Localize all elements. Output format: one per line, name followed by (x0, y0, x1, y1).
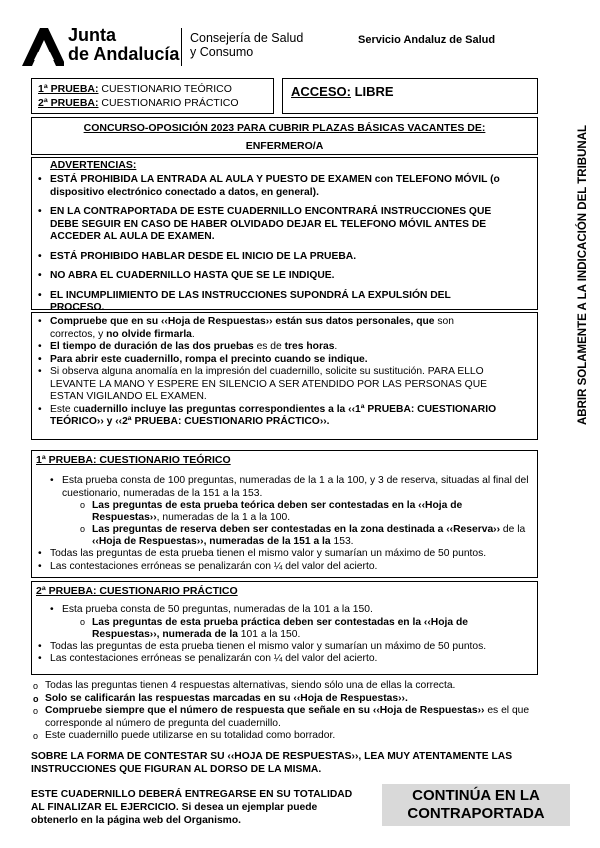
warnings-heading: ADVERTENCIAS: (50, 159, 137, 171)
service-name: Servicio Andaluz de Salud (358, 34, 496, 46)
instructions-box (31, 312, 538, 440)
open-instruction-side-text: ABRIR SOLAMENTE A LA INDICACIÓN DEL TRIBUNAL (577, 124, 589, 426)
part2-subitem: o Las preguntas de esta prueba práctica deben ser contestadas en la ‹‹Hoja de Respuestas››, numerada de la 101 a la 150. (48, 617, 532, 641)
exam-parts-box (31, 78, 274, 114)
return-note: ESTE CUADERNILLO DEBERÁ ENTREGARSE EN SU TOTALIDAD AL FINALIZAR EL EJERCICIO. Si desea un ejemplar puede obtenerlo en la página web del Organismo. (31, 789, 353, 826)
general-notes (31, 680, 531, 743)
access-box (282, 78, 538, 114)
part1-item: • Esta prueba consta de 100 preguntas, numeradas de la 1 a la 100, y 3 de reserva, situadas al final del cuestionario, numeradas de la 151 a la 153. (48, 475, 532, 500)
part1-item: • Todas las preguntas de esta prueba tienen el mismo valor y sumarían un máximo de 50 puntos. (36, 548, 532, 561)
part2-heading: 2ª PRUEBA: CUESTIONARIO PRÁCTICO (36, 585, 238, 597)
warning-item: • ESTÁ PROHIBIDA LA ENTRADA AL AULA Y PUESTO DE EXAMEN con TELEFONO MÓVIL (o dispositivo electrónico conectado a datos, en general). (36, 174, 506, 199)
competition-title: CONCURSO-OPOSICIÓN 2023 PARA CUBRIR PLAZAS BÁSICAS VACANTES DE: (83, 122, 486, 134)
answer-sheet-note: SOBRE LA FORMA DE CONTESTAR SU ‹‹HOJA DE RESPUESTAS››, LEA MUY ATENTAMENTE LAS INSTRUCCIONES QUE FIGURAN AL DORSO DE LA MISMA. (31, 751, 513, 775)
general-item: o Compruebe siempre que el número de respuesta que señale en su ‹‹Hoja de Respuestas›› es el que corresponde al número de pregunta del cuadernillo. (31, 705, 531, 730)
dept-line-1: Consejería de Salud (190, 31, 304, 45)
warning-item: • ESTÁ PROHIBIDO HABLAR DESDE EL INICIO DE LA PRUEBA. (36, 251, 506, 264)
warning-item: • EL INCUMPLIIMIENTO DE LAS INSTRUCCIONES SUPONDRÁ LA EXPULSIÓN DEL PROCESO. (36, 290, 506, 315)
part2-item: • Todas las preguntas de esta prueba tienen el mismo valor y sumarían un máximo de 50 puntos. (36, 641, 532, 654)
competition-title-box (31, 117, 538, 155)
instruction-item: • Si observa alguna anomalía en la impresión del cuadernillo, solicite su sustitución. PARA ELLO LEVANTE LA MANO Y ESPERE EN SILENCIO A SER ATENDIDO POR LAS PERSONAS QUE ESTAN VIGILANDO EL EXAMEN. (36, 366, 502, 404)
exam-part-1: 1ª PRUEBA: CUESTIONARIO TEÓRICO (38, 83, 232, 95)
logo-line-2: de Andalucía (68, 44, 180, 64)
part2-list (48, 604, 532, 666)
warning-item: • NO ABRA EL CUADERNILLO HASTA QUE SE LE INDIQUE. (36, 270, 506, 283)
part1-subitem: o Las preguntas de esta prueba teórica deben ser contestadas en la ‹‹Hoja de Respuestas››, numeradas de la 1 a la 100. (48, 500, 532, 524)
warnings-box (31, 157, 538, 313)
access-type: ACCESO: LIBRE (291, 84, 394, 99)
instruction-item: • Para abrir este cuadernillo, rompa el precinto cuando se indique. (36, 354, 502, 367)
continue-line-2: CONTRAPORTADA (407, 805, 545, 822)
part1-subitem: o Las preguntas de reserva deben ser contestadas en la zona destinada a ‹‹Reserva›› de la ‹‹Hoja de Respuestas››, numeradas de la 151 a la 153. (48, 524, 532, 548)
continue-box (382, 784, 570, 826)
part1-item: • Las contestaciones erróneas se penalizarán con ¼ del valor del acierto. (36, 561, 532, 574)
instruction-item: • Este cuadernillo incluye las preguntas correspondientes a la ‹‹1ª PRUEBA: CUESTIONARIO TEÓRICO›› y ‹‹2ª PRUEBA: CUESTIONARIO PRÁCTICO››. (36, 404, 502, 429)
part1-heading: 1ª PRUEBA: CUESTIONARIO TEÓRICO (36, 454, 231, 466)
logo-line-1: Junta (68, 25, 117, 45)
general-item: o Solo se calificarán las respuestas marcadas en su ‹‹Hoja de Respuestas››. (31, 693, 531, 706)
part2-box (31, 581, 538, 675)
instruction-item: • Compruebe que en su ‹‹Hoja de Respuestas›› están sus datos personales, que son correctos, y no olvide firmarla. (36, 316, 502, 341)
part2-item: • Esta prueba consta de 50 preguntas, numeradas de la 101 a la 150. (48, 604, 532, 617)
warnings-list (36, 174, 506, 315)
header-divider (181, 28, 182, 66)
part1-box (31, 450, 538, 578)
warning-item: • EN LA CONTRAPORTADA DE ESTE CUADERNILLO ENCONTRARÁ INSTRUCCIONES QUE DEBE SEGUIR EN CASO DE HABER OLVIDADO DEJAR EL TELEFONO MÓVIL ANTES DE ACCEDER AL AULA DE EXAMEN. (36, 206, 506, 244)
instruction-item: • El tiempo de duración de las dos pruebas es de tres horas. (36, 341, 502, 354)
general-item: o Todas las preguntas tienen 4 respuestas alternativas, siendo sólo una de ellas la correcta. (31, 680, 531, 693)
part1-list (48, 475, 532, 573)
general-item: o Este cuadernillo puede utilizarse en su totalidad como borrador. (31, 730, 531, 743)
continue-line-1: CONTINÚA EN LA (412, 787, 540, 804)
part2-item: • Las contestaciones erróneas se penalizarán con ¼ del valor del acierto. (36, 653, 532, 666)
dept-line-2: y Consumo (190, 45, 254, 59)
competition-position: ENFERMERO/A (245, 140, 324, 152)
junta-logo-icon (22, 28, 64, 66)
exam-part-2: 2ª PRUEBA: CUESTIONARIO PRÁCTICO (38, 97, 239, 109)
instructions-list (36, 316, 502, 429)
